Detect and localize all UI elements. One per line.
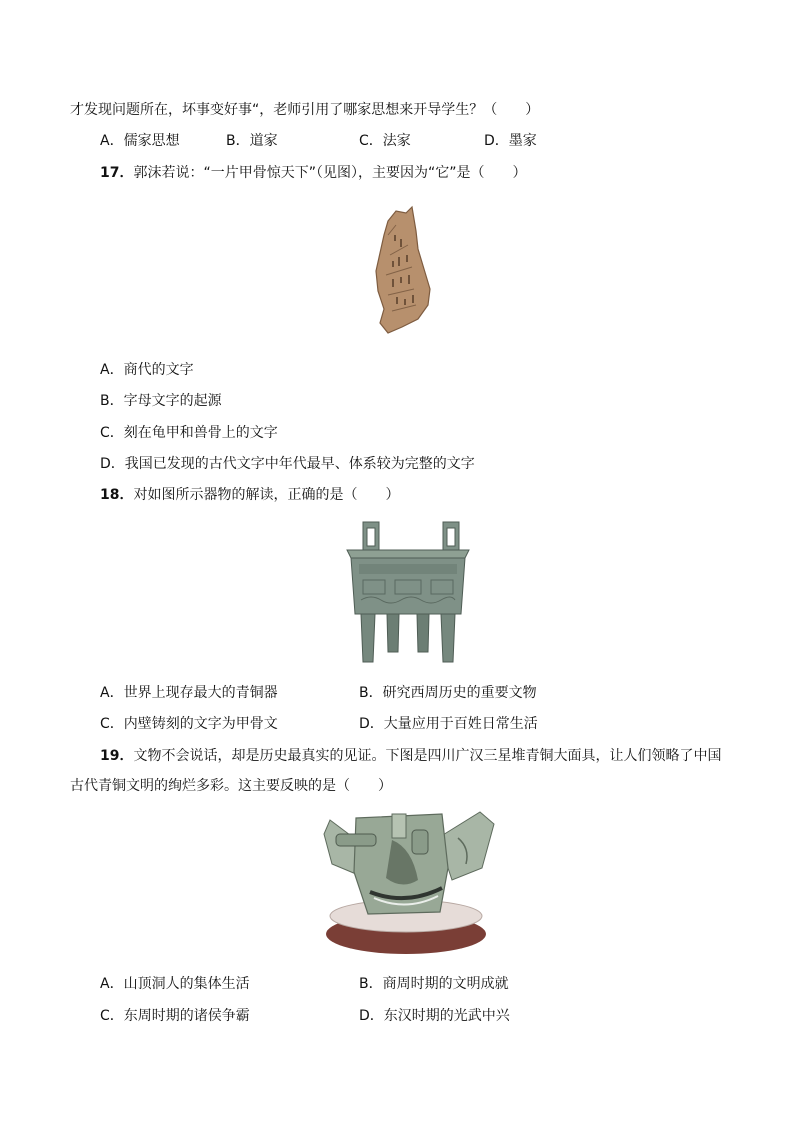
q17-option-d[interactable] [100,454,475,474]
q16-stem-tail: 才发现问题所在，坏事变好事“，老师引用了哪家思想来开导学生？（ ） [70,102,540,118]
option-text: 字母文字的起源 [123,393,222,409]
q18-stem [100,485,399,505]
q18-option-b[interactable] [359,683,537,703]
option-text: 道家 [249,133,278,149]
option-letter: B． [100,393,124,409]
q19-stem-line2: 古代青铜文明的绚烂多彩。这主要反映的是（ ） [70,778,392,794]
option-text: 商代的文字 [123,362,194,378]
oracle-bone-image [368,205,434,337]
oracle-bone-icon [368,205,434,337]
q18-option-c[interactable] [100,714,278,734]
option-text: 内壁铸刻的文字为甲骨文 [123,716,278,732]
option-letter: A． [100,362,124,378]
q19-option-a[interactable] [100,974,250,994]
option-letter: D． [100,456,125,472]
q17-option-a[interactable] [100,360,194,380]
bronze-mask-image [322,808,498,960]
option-text: 山顶洞人的集体生活 [123,976,250,992]
option-text: 法家 [382,133,411,149]
option-letter: B． [359,976,383,992]
option-letter: D． [484,133,509,149]
q18-option-d[interactable] [359,714,538,734]
option-letter: D． [359,716,384,732]
question-text: 郭沫若说：“一片甲骨惊天下”（见图），主要因为“它”是（ ） [133,165,527,181]
bronze-ding-image [343,518,473,668]
option-text: 东汉时期的光武中兴 [383,1008,510,1024]
option-text: 刻在龟甲和兽骨上的文字 [123,425,278,441]
q17-option-b[interactable] [100,391,222,411]
option-letter: A． [100,133,124,149]
option-letter: D． [359,1008,384,1024]
option-letter: C． [359,133,383,149]
option-text: 大量应用于百姓日常生活 [383,716,538,732]
q16-option-b[interactable] [226,131,278,151]
question-number: 19． [100,748,134,764]
option-text: 墨家 [508,133,537,149]
q16-option-d[interactable] [484,131,537,151]
option-letter: B． [226,133,250,149]
option-text: 东周时期的诸侯争霸 [123,1008,250,1024]
option-letter: A． [100,685,124,701]
q19-stem-line1 [100,746,721,766]
option-text: 我国已发现的古代文字中年代最早、体系较为完整的文字 [124,456,475,472]
q17-stem [100,163,527,183]
question-number: 17． [100,165,134,181]
option-text: 世界上现存最大的青铜器 [123,685,278,701]
option-text: 儒家思想 [123,133,180,149]
question-text: 文物不会说话，却是历史最真实的见证。下图是四川广汉三星堆青铜大面具，让人们领略了中国 [133,748,722,764]
q16-option-a[interactable] [100,131,180,151]
q18-option-a[interactable] [100,683,278,703]
q16-option-c[interactable] [359,131,411,151]
bronze-ding-icon [343,518,473,668]
option-letter: A． [100,976,124,992]
bronze-mask-icon [322,808,498,960]
option-letter: C． [100,425,124,441]
q19-option-d[interactable] [359,1006,510,1026]
option-text: 商周时期的文明成就 [382,976,509,992]
question-number: 18． [100,487,134,503]
option-letter: C． [100,1008,124,1024]
q17-option-c[interactable] [100,423,278,443]
option-text: 研究西周历史的重要文物 [382,685,537,701]
option-letter: C． [100,716,124,732]
question-text: 对如图所示器物的解读，正确的是（ ） [133,487,400,503]
option-letter: B． [359,685,383,701]
q19-option-b[interactable] [359,974,509,994]
q19-option-c[interactable] [100,1006,250,1026]
